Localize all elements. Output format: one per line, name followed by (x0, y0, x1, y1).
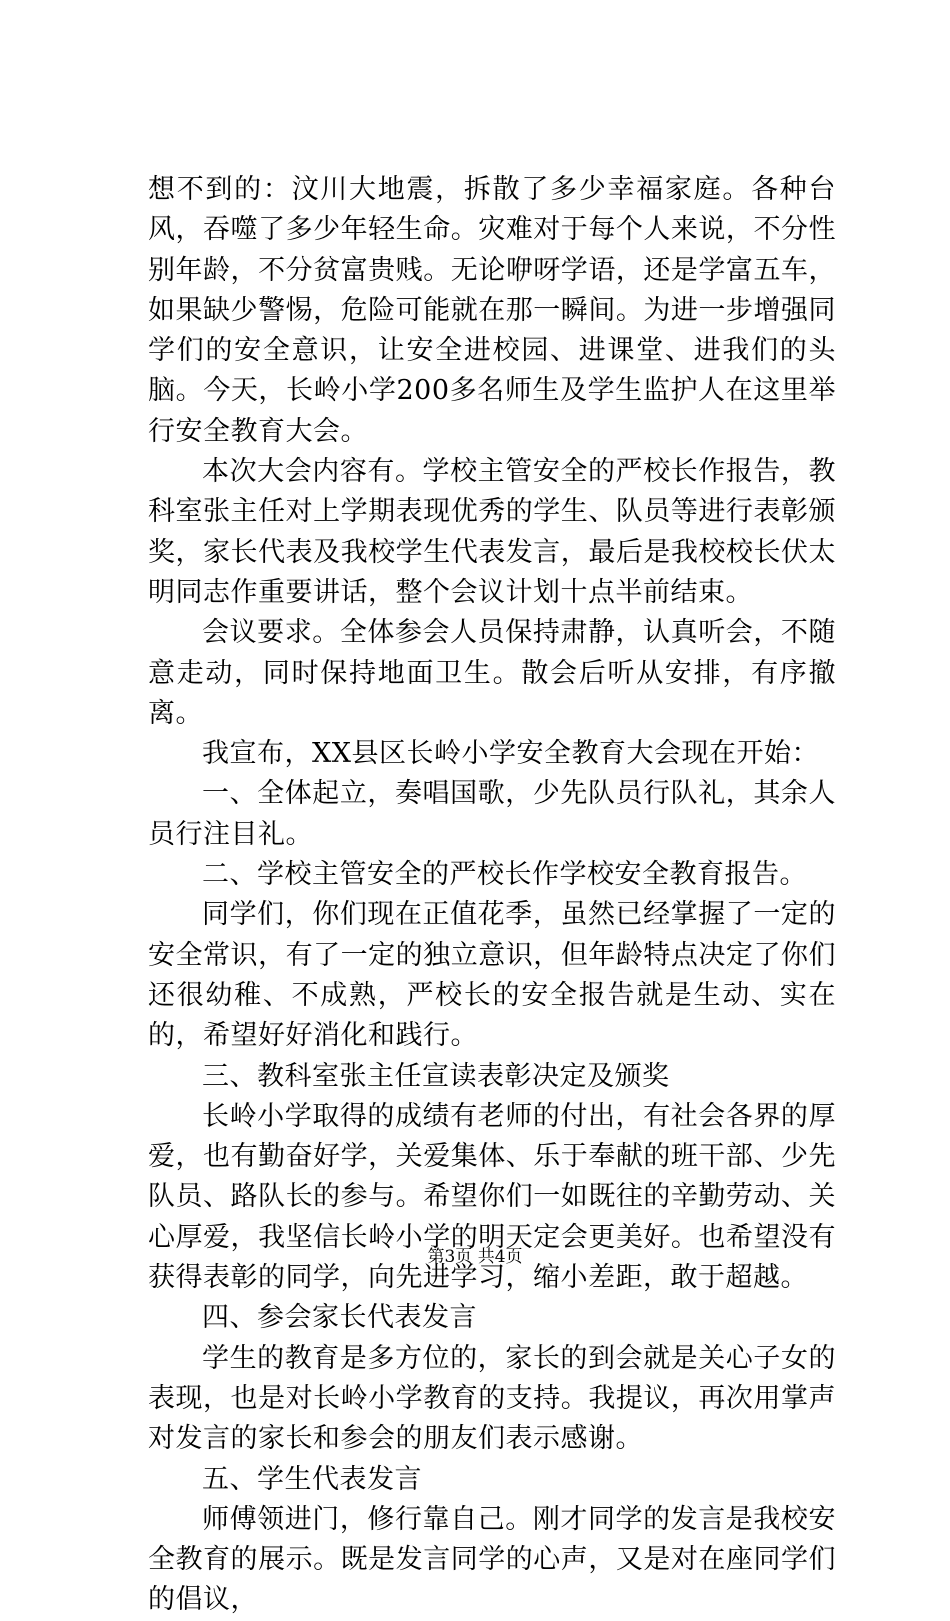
paragraph-7: 同学们，你们现在正值花季，虽然已经掌握了一定的安全常识，有了一定的独立意识，但年龄特点决定了你们还很幼稚、不成熟，严校长的安全报告就是生动、实在的，希望好好消化和践行。 (148, 899, 836, 1052)
paragraph-6: 二、学校主管安全的严校长作学校安全教育报告。 (202, 859, 807, 891)
page-number-footer: 第3页 共4页 (427, 1247, 523, 1267)
paragraph-12: 五、学生代表发言 (202, 1463, 422, 1495)
paragraph-1: 想不到的：汶川大地震，拆散了多少幸福家庭。各种台风，吞噬了多少年轻生命。灾难对于每个人来说，不分性别年龄，不分贫富贵贱。无论咿呀学语，还是学富五车，如果缺少警惕，危险可能就在那一瞬间。为进一步增强同学们的安全意识，让安全进校园、进课堂、进我们的头脑。今天，长岭小学200多名师生及学生监护人在这里举行安全教育大会。 (148, 174, 836, 447)
document-body (148, 170, 836, 1621)
paragraph-10: 四、参会家长代表发言 (202, 1302, 477, 1334)
paragraph-9: 长岭小学取得的成绩有老师的付出，有社会各界的厚爱，也有勤奋好学，关爱集体、乐于奉献的班干部、少先队员、路队长的参与。希望你们一如既往的辛勤劳动、关心厚爱，我坚信长岭小学的明天定会更美好。也希望没有获得表彰的同学，向先进学习，缩小差距，敢于超越。 (148, 1100, 836, 1294)
paragraph-8: 三、教科室张主任宣读表彰决定及颁奖 (202, 1060, 670, 1092)
paragraph-4: 我宣布，XX县区长岭小学安全教育大会现在开始： (202, 738, 819, 770)
paragraph-11: 学生的教育是多方位的，家长的到会就是关心子女的表现，也是对长岭小学教育的支持。我提议，再次用掌声对发言的家长和参会的朋友们表示感谢。 (148, 1342, 836, 1455)
paragraph-2: 本次大会内容有。学校主管安全的严校长作报告，教科室张主任对上学期表现优秀的学生、队员等进行表彰颁奖，家长代表及我校学生代表发言，最后是我校校长伏太明同志作重要讲话，整个会议计划十点半前结束。 (148, 456, 836, 608)
paragraph-3: 会议要求。全体参会人员保持肃静，认真听会，不随意走动，同时保持地面卫生。散会后听从安排，有序撤离。 (148, 617, 836, 729)
paragraph-5: 一、全体起立，奏唱国歌，少先队员行队礼，其余人员行注目礼。 (148, 778, 836, 850)
paragraph-13: 师傅领进门，修行靠自己。刚才同学的发言是我校安全教育的展示。既是发言同学的心声，又是对在座同学们的倡议， (148, 1503, 836, 1616)
